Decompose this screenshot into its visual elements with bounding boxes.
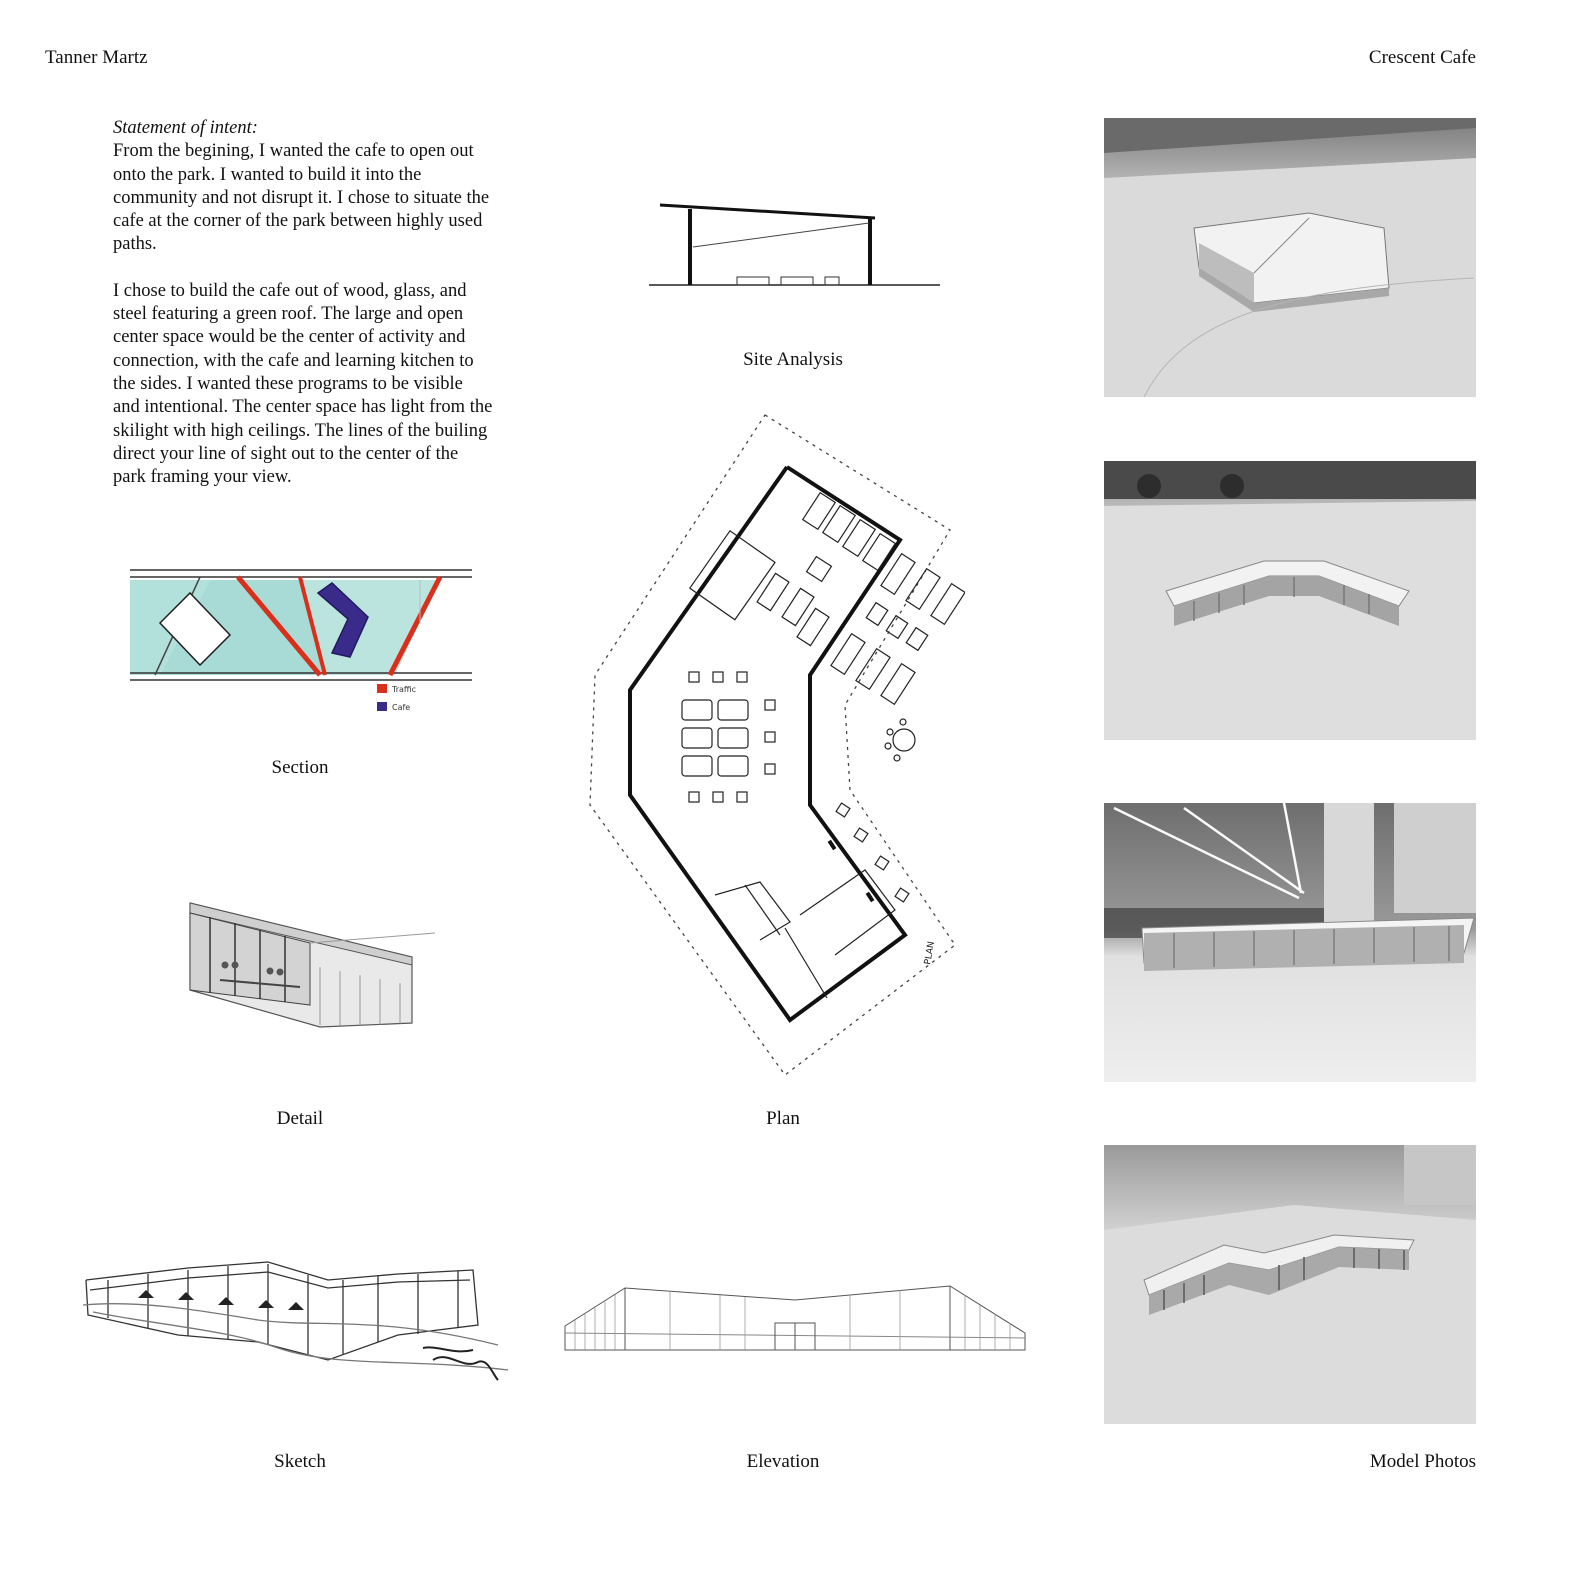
plan-north-label: PLAN xyxy=(923,940,938,966)
author-name: Tanner Martz xyxy=(45,47,148,68)
caption-site-analysis: Site Analysis xyxy=(743,349,843,370)
sketch-drawing xyxy=(78,1250,518,1390)
model-photo-2 xyxy=(1104,461,1476,740)
caption-elevation: Elevation xyxy=(746,1451,820,1472)
model-photo-1 xyxy=(1104,118,1476,397)
floor-plan-drawing xyxy=(585,410,965,1080)
section-drawing xyxy=(645,195,945,295)
legend-cafe-label: Cafe xyxy=(392,703,411,712)
statement-paragraph-2: I chose to build the cafe out of wood, glass, and steel featuring a green roof. The large and open center space would be the center of activity and connection, with the cafe and learning kitchen to the sides. I wanted these programs to be visible and intentional. The center space has light from the skilight with high ceilings. The lines of the builing direct your line of sight out to the center of the park framing your view. xyxy=(113,280,493,488)
statement-of-intent xyxy=(113,117,493,489)
site-analysis-drawing xyxy=(120,545,485,740)
model-photo-3 xyxy=(1104,803,1476,1082)
caption-sketch: Sketch xyxy=(274,1451,326,1472)
caption-plan: Plan xyxy=(766,1108,800,1129)
statement-paragraph-1: From the begining, I wanted the cafe to open out onto the park. I wanted to build it into the community and not disrupt it. I chose to situate the cafe at the corner of the park between highly used paths. xyxy=(113,141,490,255)
elevation-drawing xyxy=(560,1278,1030,1358)
caption-model-photos: Model Photos xyxy=(1369,1451,1476,1472)
caption-section: Section xyxy=(271,757,329,778)
project-title: Crescent Cafe xyxy=(1368,47,1476,68)
caption-detail: Detail xyxy=(276,1108,324,1129)
legend-traffic-label: Traffic xyxy=(392,685,417,694)
statement-title: Statement of intent: xyxy=(113,118,258,138)
detail-drawing xyxy=(180,895,435,1035)
model-photo-4 xyxy=(1104,1145,1476,1424)
